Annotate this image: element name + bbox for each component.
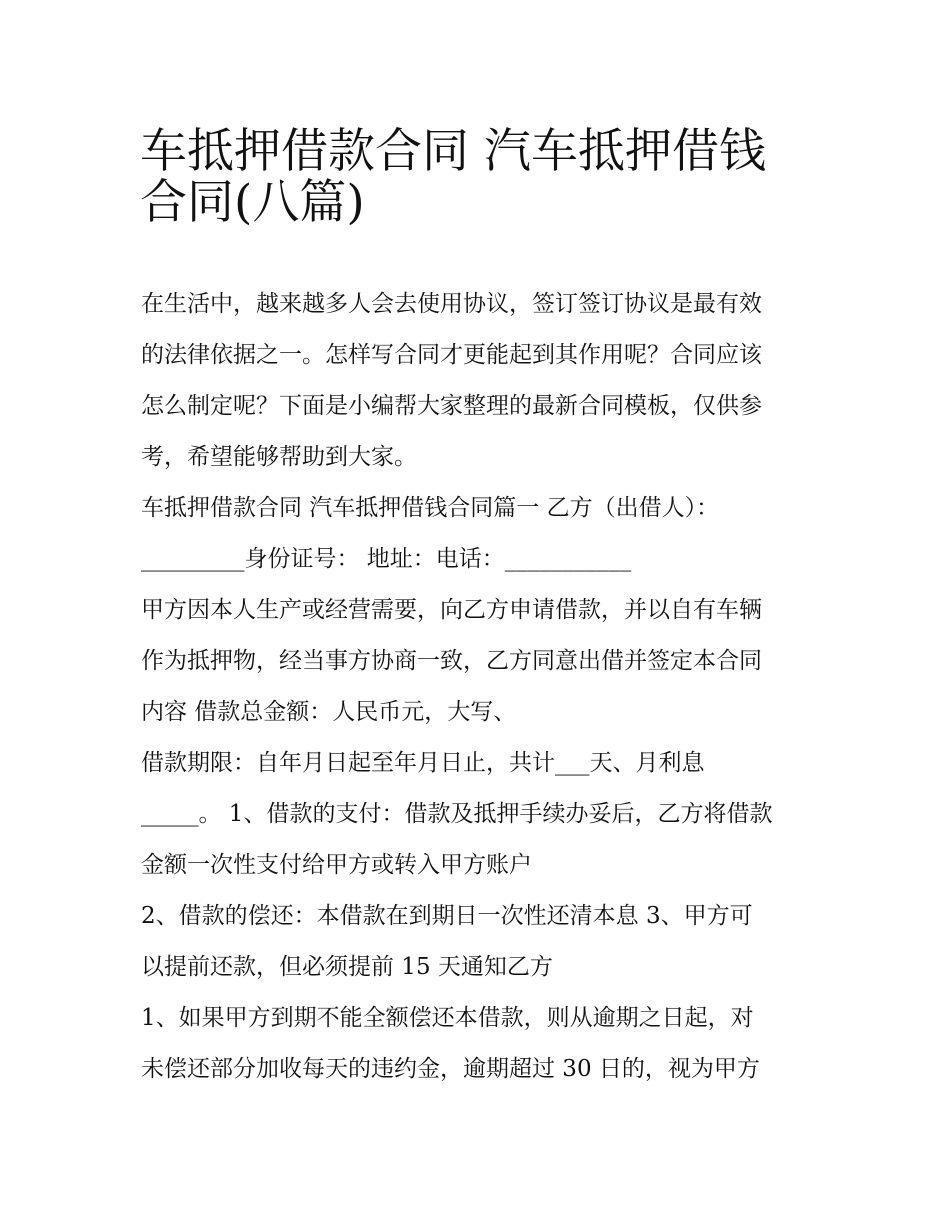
title-line-1: 车抵押借款合同 汽车抵押借钱 [140, 124, 766, 179]
title-line-2: 合同(八篇) [140, 175, 365, 230]
text-line: 甲方因本人生产或经营需要，向乙方申请借款，并以自有车辆 [141, 597, 762, 623]
text-line: 在生活中，越来越多人会去使用协议，签订签订协议是最有效 [141, 291, 762, 317]
text-line: 作为抵押物，经当事方协商一致，乙方同意出借并签定本合同 [141, 648, 762, 674]
text-line: 金额一次性支付给甲方或转入甲方账户 [141, 852, 532, 878]
text-line: 2、借款的偿还：本借款在到期日一次性还清本息 3、甲方可 [141, 903, 753, 929]
text-line: 怎么制定呢？下面是小编帮大家整理的最新合同模板，仅供参 [141, 393, 762, 419]
text-line: 的法律依据之一。怎样写合同才更能起到其作用呢？合同应该 [141, 342, 762, 368]
text-line: _________身份证号： 地址：电话：___________ [141, 546, 632, 572]
text-line: 车抵押借款合同 汽车抵押借钱合同篇一 乙方（出借人）： [141, 495, 720, 521]
text-line: 以提前还款，但必须提前 15 天通知乙方 [141, 954, 553, 980]
text-line: 1、如果甲方到期不能全额偿还本借款，则从逾期之日起，对 [141, 1005, 754, 1031]
document-title [140, 112, 820, 230]
text-line: 内容 借款总金额：人民币元，大写、 [141, 699, 517, 725]
document-body [141, 279, 821, 1095]
text-line: 考，希望能够帮助到大家。 [141, 444, 417, 470]
text-line: 未偿还部分加收每天的违约金，逾期超过 30 日的，视为甲方 [141, 1056, 760, 1082]
text-line: 借款期限：自年月日起至年月日止，共计___天、月利息 [141, 750, 705, 776]
text-line: _____。 1、借款的支付：借款及抵押手续办妥后，乙方将借款 [141, 801, 773, 827]
